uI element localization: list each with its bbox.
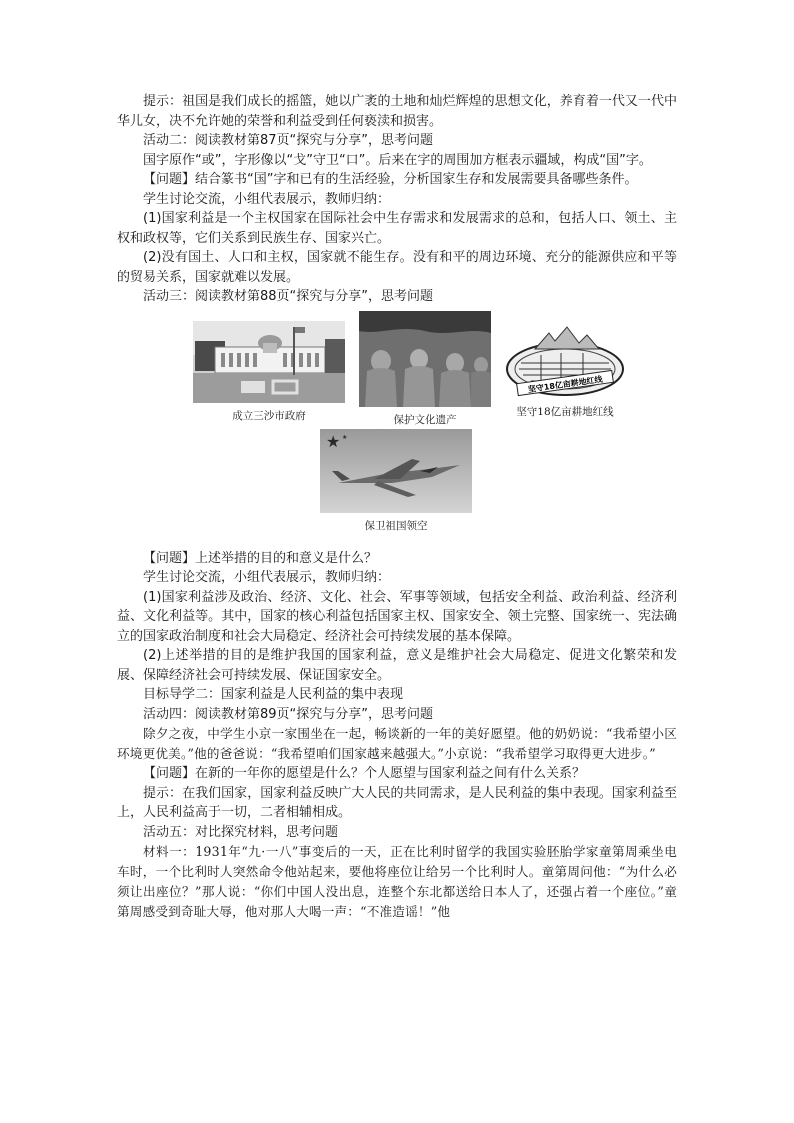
new-year-wish-story: 除夕之夜，中学生小京一家围坐在一起，畅谈新的一年的美好愿望。他的奶奶说：“我希望小区环境更优美。”他的爸爸说：“我希望咱们国家越来越强大。”小京说：“我希望学习取得更大进步。” (117, 726, 677, 761)
discussion-line-2: 学生讨论交流，小组代表展示，教师归纳： (143, 570, 391, 585)
question-3: 【问题】在新的一年你的愿望是什么？个人愿望与国家利益之间有什么关系？ (143, 766, 586, 781)
activity-2-heading: 活动二：阅读教材第87页“探究与分享”，思考问题 (143, 133, 434, 148)
summary-point-4: (2)上述举措的目的是维护我国的国家利益，意义是维护社会大局稳定、促进文化繁荣和发展、保障经济社会可持续发展、保证国家安全。 (117, 648, 677, 683)
activity-5-heading: 活动五：对比探究材料，思考问题 (143, 824, 339, 840)
fighter-jet-image (320, 429, 472, 513)
summary-point-1: (1)国家利益是一个主权国家在国际社会中生存需求和发展需求的总和，包括人口、领土、主权和政权等，它们关系到民族生存、国家兴亡。 (117, 211, 677, 246)
summary-point-2: (2)没有国土、人口和主权，国家就不能生存。没有和平的周边环境、充分的能源供应和平等的贸易关系，国家就难以发展。 (117, 250, 677, 285)
figure-cultural-heritage (359, 311, 491, 427)
figure-airspace-defense (320, 429, 472, 533)
star-icon: ★ (326, 431, 341, 451)
activity-4-heading: 活动四：阅读教材第89页“探究与分享”，思考问题 (143, 706, 434, 722)
figure-group (117, 313, 677, 541)
guo-char-origin-paragraph: 国字原作“或”，字形像以“戈”守卫“口”。后来在字的周围加方框表示疆域，构成“国”字。 (143, 152, 652, 168)
hint-paragraph-2: 提示：在我们国家，国家利益反映广大人民的共同需求，是人民利益的集中表现。国家利益至上，人民利益高于一切，二者相辅相成。 (117, 785, 677, 820)
figure-2-caption: 保护文化遗产 (393, 413, 457, 426)
discussion-line-1: 学生讨论交流，小组代表展示，教师归纳： (143, 191, 391, 207)
hint-paragraph-1: 提示：祖国是我们成长的摇篮，她以广袤的土地和灿烂辉煌的思想文化，养育着一代又一代中华儿女，决不允许她的荣誉和利益受到任何亵渎和损害。 (117, 94, 677, 129)
question-1: 【问题】结合篆书“国”字和已有的生活经验，分析国家生存和发展需要具备哪些条件。 (143, 172, 638, 187)
farmland-label: 坚守18亿亩耕地红线 (527, 374, 604, 394)
figure-3-caption: 坚守18亿亩耕地红线 (516, 405, 614, 418)
figure-sansha-government (193, 321, 345, 423)
document-page (117, 92, 677, 922)
figure-4-caption: 保卫祖国领空 (364, 519, 428, 532)
grotto-statues-image (359, 311, 491, 407)
small-star-icon: ★ (342, 433, 348, 441)
activity-3-heading: 活动三：阅读教材第88页“探究与分享”，思考问题 (143, 289, 434, 304)
figure-farmland-redline (501, 319, 629, 419)
goal-heading-2: 目标导学二：国家利益是人民利益的集中表现 (143, 687, 404, 702)
figure-1-caption: 成立三沙市政府 (232, 409, 306, 422)
question-2: 【问题】上述举措的目的和意义是什么？ (143, 550, 378, 566)
summary-point-3: (1)国家利益涉及政治、经济、文化、社会、军事等领域，包括安全利益、政治利益、经济利益、文化利益等。其中，国家的核心利益包括国家主权、国家安全、领土完整、国家统一、宪法确立的国家政治制度和社会大局稳定、经济社会可持续发展的基本保障。 (117, 589, 677, 644)
sansha-building-image (193, 321, 345, 403)
farmland-illustration (501, 319, 629, 399)
material-one-paragraph: 材料一：1931年“九·一八”事变后的一天，正在比利时留学的我国实验胚胎学家童第周乘坐电车时，一个比利时人突然命令他站起来，要他将座位让给另一个比利时人。童第周问他：“为什么必须让出座位？”那人说：“你们中国人没出息，连整个东北都送给日本人了，还强占着一个座位。”童第周感受到奇耻大辱，他对那人大喝一声：“不准造谣！”他 (117, 844, 677, 919)
